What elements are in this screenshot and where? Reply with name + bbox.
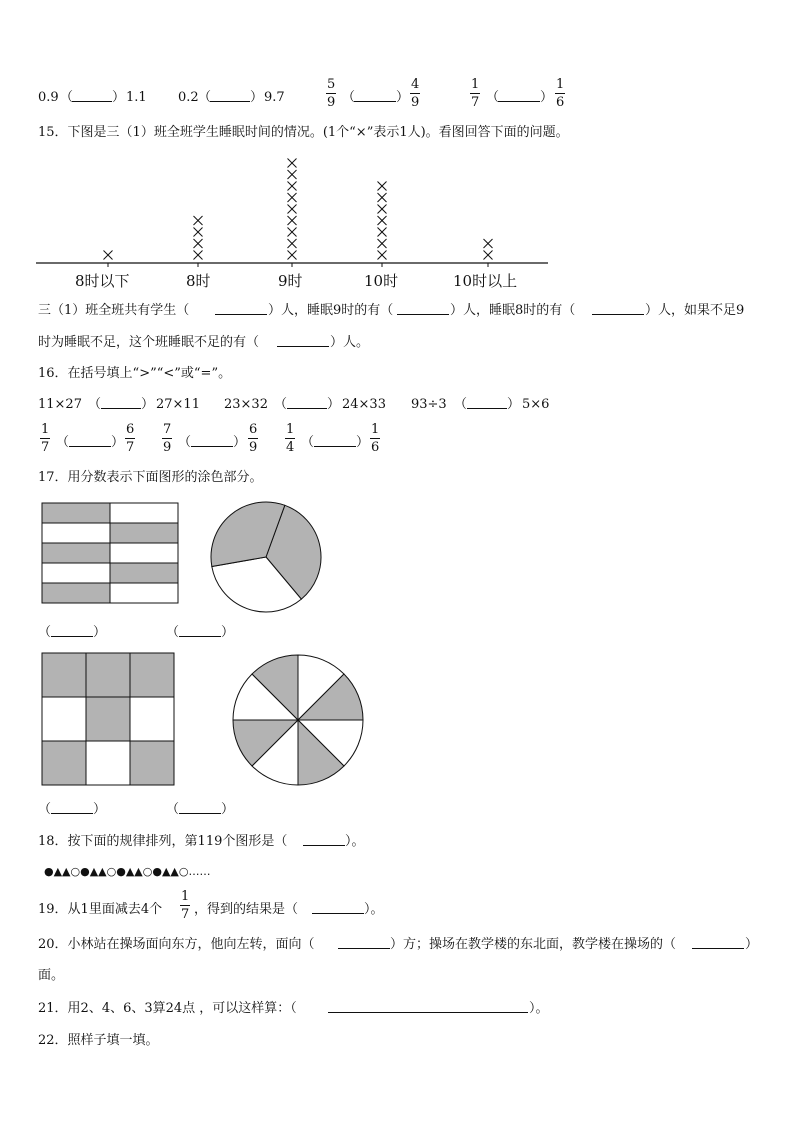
- q15-cross-mark: [288, 205, 297, 214]
- q14-a-close: ）: [112, 90, 126, 105]
- q17-square-cell: [42, 697, 86, 741]
- q15-text: ）人。: [330, 335, 370, 350]
- q19-end: ）。: [364, 902, 384, 917]
- q21-pre: 21．用2、4、6、3算24点 ，可以这样算：（: [38, 1001, 297, 1016]
- q16-close: ）: [111, 435, 125, 450]
- q15-category-label: 8时: [186, 272, 211, 290]
- q15-blank-8h[interactable]: [592, 303, 644, 315]
- q14-d-left-frac: $\frac{1}{7}$: [471, 77, 480, 110]
- q15-cross-mark: [194, 216, 203, 225]
- q16-f2-blank[interactable]: [191, 435, 233, 447]
- q21-end: ）。: [529, 1001, 549, 1016]
- q14-b-left: 0.2: [178, 90, 199, 105]
- q16-f3-blank[interactable]: [314, 435, 356, 447]
- q17-open: （: [166, 625, 180, 640]
- q15-category-label: 9时: [278, 272, 303, 290]
- q14-d-close: ）: [540, 90, 554, 105]
- q15-cross-mark: [288, 216, 297, 225]
- q15-cross-mark: [194, 239, 203, 248]
- q15-category-label: 10时: [364, 272, 399, 290]
- q15-cross-mark: [194, 251, 203, 260]
- q17-grid-cell: [42, 503, 110, 523]
- q15-cross-mark: [288, 193, 297, 202]
- q16-open: （: [56, 435, 70, 450]
- q16-f2-left-frac: $\frac{7}{9}$: [163, 422, 172, 455]
- q16-e1-right: 27×11: [156, 397, 200, 412]
- q15-cross-mark: [288, 182, 297, 191]
- q15-category-label: 10时以上: [453, 272, 518, 290]
- q16-f3-left-frac: $\frac{1}{4}$: [286, 422, 295, 455]
- q19-frac: $\frac{1}{7}$: [181, 889, 190, 922]
- q15-cross-mark: [288, 228, 297, 237]
- q17-square-cell: [42, 653, 86, 697]
- q16-close: ）: [141, 397, 155, 412]
- q14-a-left: 0.9: [38, 90, 59, 105]
- q20-text: 面。: [38, 968, 65, 983]
- q20-text: 20．小林站在操场面向东方，他向左转，面向（: [38, 937, 315, 952]
- q19-blank[interactable]: [312, 902, 364, 914]
- q15-cross-mark: [104, 251, 113, 260]
- q14-b-blank[interactable]: [210, 90, 250, 102]
- q15-cross-mark: [378, 182, 387, 191]
- q15-text: ）人，睡眠8时的有（: [450, 303, 576, 318]
- q15-blank-9h[interactable]: [397, 303, 449, 315]
- q20-text: ）: [745, 937, 759, 952]
- q17-grid-cell: [110, 503, 178, 523]
- q16-e2-blank[interactable]: [287, 397, 327, 409]
- q19-post: ，得到的结果是（: [194, 902, 299, 917]
- q15-blank-insufficient[interactable]: [277, 335, 329, 347]
- q18-title: 18．按下面的规律排列，第119个图形是（: [38, 834, 288, 849]
- q17-open: （: [166, 802, 180, 817]
- q16-close: ）: [507, 397, 521, 412]
- q16-f1-left-frac: $\frac{1}{7}$: [41, 422, 50, 455]
- q17-blank-1[interactable]: [51, 625, 93, 637]
- q16-open: （: [178, 435, 192, 450]
- q16-f1-blank[interactable]: [69, 435, 111, 447]
- q17-close: ）: [93, 802, 107, 817]
- q16-e1-left: 11×27: [38, 397, 82, 412]
- q14-a-blank[interactable]: [72, 90, 112, 102]
- q17-title: 17．用分数表示下面图形的涂色部分。: [38, 470, 263, 485]
- q17-blank-4[interactable]: [179, 802, 221, 814]
- q17-square-cell: [86, 697, 130, 741]
- q17-grid-cell: [42, 583, 110, 603]
- q15-category-label: 8时以下: [75, 272, 130, 290]
- q17-close: ）: [221, 625, 235, 640]
- q17-rect-grid-figure: [41, 502, 181, 606]
- q14-c-open: （: [342, 90, 356, 105]
- q17-grid-cell: [110, 563, 178, 583]
- q15-text: ）人，如果不足9: [645, 303, 745, 318]
- q14-c-left-frac: $\frac{5}{9}$: [327, 77, 336, 110]
- q15-cross-mark: [378, 193, 387, 202]
- q14-a-open: （: [60, 90, 74, 105]
- q17-grid-cell: [110, 543, 178, 563]
- q18-title-end: ）。: [345, 834, 365, 849]
- q17-square-cell: [86, 653, 130, 697]
- q17-close: ）: [93, 625, 107, 640]
- q14-c-blank[interactable]: [354, 90, 396, 102]
- q18-sequence: ●▲▲○●▲▲○●▲▲○●▲▲○……: [44, 865, 211, 878]
- q14-d-blank[interactable]: [498, 90, 540, 102]
- q17-square-cell: [130, 653, 174, 697]
- q14-d-right-frac: $\frac{1}{6}$: [556, 77, 565, 110]
- q15-cross-mark: [288, 239, 297, 248]
- q15-cross-mark: [378, 216, 387, 225]
- q16-e1-blank[interactable]: [101, 397, 141, 409]
- q16-e3-blank[interactable]: [467, 397, 507, 409]
- q16-open: （: [454, 397, 468, 412]
- q17-grid-cell: [110, 583, 178, 603]
- q15-cross-mark: [484, 251, 493, 260]
- q15-text: 三（1）班全班共有学生（: [38, 303, 190, 318]
- q16-e3-left: 93÷3: [411, 397, 447, 412]
- q17-grid-cell: [42, 523, 110, 543]
- q14-d-open: （: [486, 90, 500, 105]
- q16-close: ）: [233, 435, 247, 450]
- q17-circle-eighths-figure: [231, 653, 365, 787]
- q15-text: ）人，睡眠9时的有（: [268, 303, 394, 318]
- q17-open: （: [38, 625, 52, 640]
- q17-blank-2[interactable]: [179, 625, 221, 637]
- q17-square-grid-figure: [41, 652, 175, 786]
- q17-blank-3[interactable]: [51, 802, 93, 814]
- q17-square-cell: [130, 741, 174, 785]
- q16-e3-right: 5×6: [522, 397, 550, 412]
- q16-f3-right-frac: $\frac{1}{6}$: [371, 422, 380, 455]
- q14-b-open: （: [198, 90, 212, 105]
- q15-cross-mark: [378, 251, 387, 260]
- q18-blank[interactable]: [303, 834, 345, 846]
- q16-e2-right: 24×33: [342, 397, 386, 412]
- q15-cross-mark: [288, 251, 297, 260]
- q16-f2-right-frac: $\frac{6}{9}$: [249, 422, 258, 455]
- q14-b-close: ）: [250, 90, 264, 105]
- q16-close: ）: [327, 397, 341, 412]
- q17-square-cell: [42, 741, 86, 785]
- q15-blank-total[interactable]: [215, 303, 267, 315]
- q15-cross-mark: [378, 205, 387, 214]
- q20-text: ）方；操场在教学楼的东北面，教学楼在操场的（: [390, 937, 677, 952]
- q16-open: （: [301, 435, 315, 450]
- q19-pre: 19．从1里面减去4个: [38, 902, 163, 917]
- q16-open: （: [88, 397, 102, 412]
- q16-title: 16．在括号填上“>”“<”或“=”。: [38, 366, 232, 381]
- q15-text: 时为睡眠不足，这个班睡眠不足的有（: [38, 335, 260, 350]
- q17-square-cell: [130, 697, 174, 741]
- q15-cross-mark: [378, 228, 387, 237]
- q15-cross-mark: [288, 159, 297, 168]
- q14-b-right: 9.7: [264, 90, 285, 105]
- q16-f1-right-frac: $\frac{6}{7}$: [126, 422, 135, 455]
- q17-grid-cell: [42, 543, 110, 563]
- q16-e2-left: 23×32: [224, 397, 268, 412]
- q15-title: 15．下图是三（1）班全班学生睡眠时间的情况。(1个“×”表示1人)。看图回答下面的问题。: [38, 125, 569, 140]
- q17-square-cell: [86, 741, 130, 785]
- q17-circle-thirds-figure: [209, 500, 323, 614]
- q17-close: ）: [221, 802, 235, 817]
- q17-open: （: [38, 802, 52, 817]
- q16-open: （: [274, 397, 288, 412]
- q14-a-right: 1.1: [126, 90, 147, 105]
- q15-cross-mark: [378, 239, 387, 248]
- q15-cross-mark: [288, 170, 297, 179]
- q15-cross-mark: [484, 239, 493, 248]
- q14-c-close: ）: [396, 90, 410, 105]
- q17-grid-cell: [42, 563, 110, 583]
- q17-grid-cell: [110, 523, 178, 543]
- q16-close: ）: [356, 435, 370, 450]
- q14-c-right-frac: $\frac{4}{9}$: [411, 77, 420, 110]
- q21-blank[interactable]: [328, 1001, 528, 1013]
- q20-blank-1[interactable]: [338, 937, 390, 949]
- q22-title: 22．照样子填一填。: [38, 1033, 159, 1048]
- q20-blank-2[interactable]: [692, 937, 744, 949]
- q15-cross-mark: [194, 228, 203, 237]
